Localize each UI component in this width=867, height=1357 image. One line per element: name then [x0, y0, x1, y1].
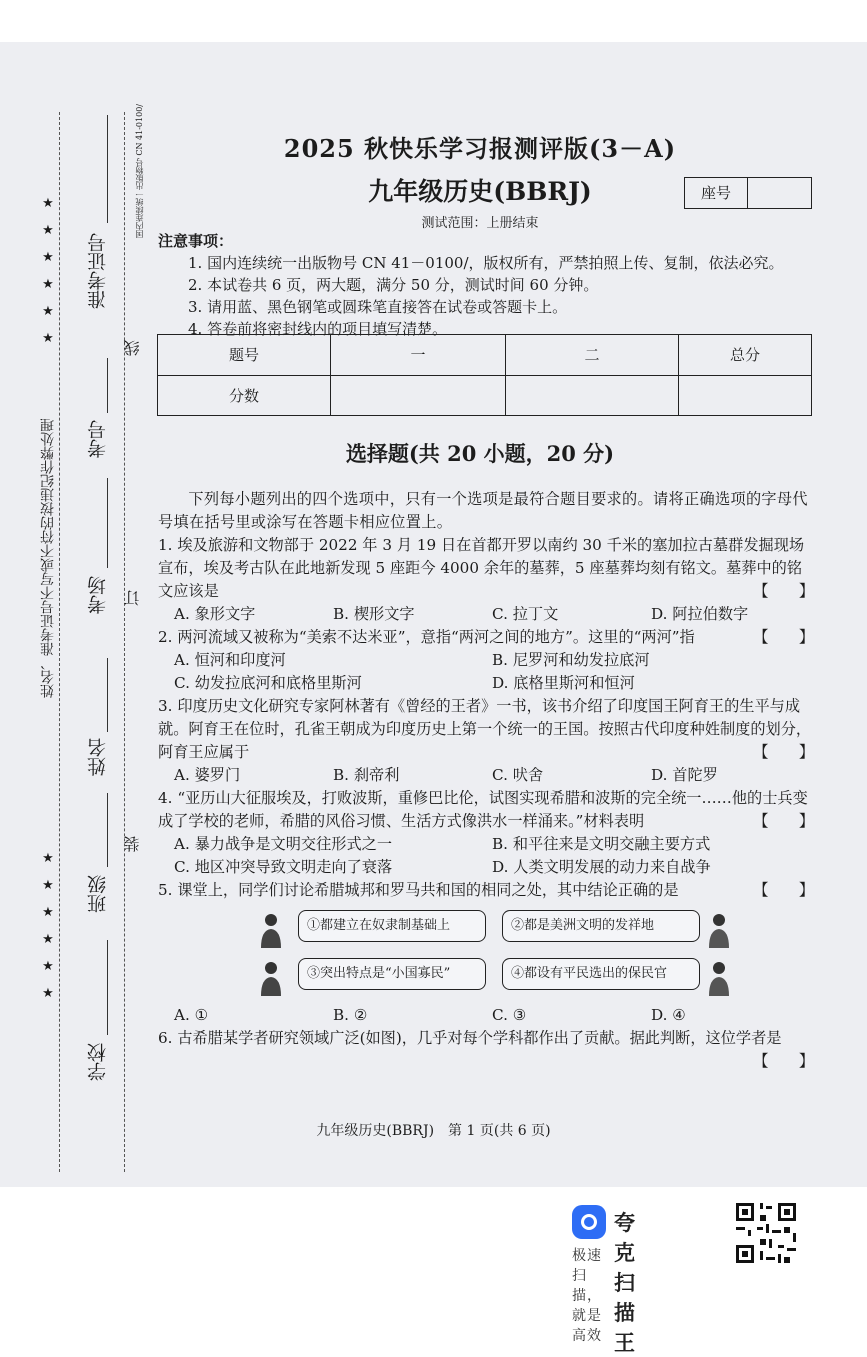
question-4: [158, 787, 816, 833]
scanner-name: 夸克扫描王: [614, 1211, 635, 1355]
score-header-cell: 二: [506, 335, 679, 376]
paper-title: 2025 秋快乐学习报测评版(3－A): [283, 134, 677, 163]
note-item: 4. 答卷前将密封线内的项目填写清楚。: [188, 320, 448, 338]
field-school: 学校: [87, 1043, 109, 1081]
option[interactable]: B. 刹帝利: [333, 766, 400, 784]
stars-top: ★ ★ ★ ★ ★ ★: [42, 196, 54, 346]
question-stem: 5. 课堂上，同学们讨论希腊城邦和罗马共和国的相同之处，其中结论正确的是: [158, 881, 679, 899]
score-table-row: [158, 375, 812, 416]
score-table: [157, 334, 812, 416]
question-stem: 4. “亚历山大征服埃及，打败波斯，重修巴比伦，试图实现希腊和波斯的完全统一……他的士兵变成了学校的老师，希腊的风俗习惯、生活方式像洪水一样涌来。”材料表明: [158, 789, 808, 830]
exam-room-line[interactable]: [107, 478, 108, 568]
exam-no-line[interactable]: [107, 358, 108, 413]
option[interactable]: B. 楔形文字: [333, 605, 415, 623]
note-item: 1. 国内连续统一出版物号 CN 41－0100/，版权所有，严禁拍照上传、复制，依法必究。: [188, 254, 784, 272]
field-exam-room: 考场: [87, 576, 109, 614]
score-cell[interactable]: [331, 375, 506, 416]
option[interactable]: B. 和平往来是文明交融主要方式: [492, 835, 711, 853]
question-stem: 6. 古希腊某学者研究领域广泛(如图)，几乎对每个学科都作出了贡献。据此判断，这位学者是: [158, 1029, 782, 1047]
options-q1: [158, 603, 816, 626]
option[interactable]: C. 拉丁文: [492, 605, 559, 623]
option[interactable]: C. ③: [492, 1006, 527, 1024]
seal-word-line: 线: [123, 340, 142, 356]
publication-number-vertical: 国内连续统一出版物号 CN 41-0100/: [135, 104, 144, 239]
option[interactable]: A. 暴力战争是文明交往形式之一: [174, 835, 393, 853]
seat-label: 座号: [685, 178, 748, 208]
notes-heading: 注意事项：: [158, 232, 234, 250]
answer-bracket[interactable]: 【 】: [753, 1052, 814, 1070]
class-line[interactable]: [107, 793, 108, 867]
options-q5: [158, 1004, 816, 1027]
field-name: 姓名: [87, 738, 109, 776]
answer-bracket[interactable]: 【 】: [753, 628, 814, 646]
quark-logo-icon: [572, 1205, 606, 1239]
test-scope: 测试范围：上册结束: [421, 216, 539, 231]
option[interactable]: D. ④: [651, 1006, 686, 1024]
option[interactable]: D. 阿拉伯数字: [651, 605, 749, 623]
student-figure-icon: [706, 960, 732, 996]
option[interactable]: D. 首陀罗: [651, 766, 718, 784]
discussion-row: [258, 956, 816, 1000]
question-3: [158, 695, 816, 764]
option[interactable]: A. 婆罗门: [174, 766, 241, 784]
score-cell[interactable]: [679, 375, 812, 416]
option[interactable]: B. 尼罗河和幼发拉底河: [492, 651, 650, 669]
scanner-slogan: 极速扫描，就是高效: [572, 1248, 602, 1344]
question-6: [158, 1027, 816, 1070]
field-class: 班级: [87, 875, 109, 913]
discussion-bubble: ③突出特点是“小国寡民”: [298, 958, 486, 990]
notes: [158, 230, 784, 340]
seal-word-bind: 装: [123, 836, 142, 852]
question-list: [158, 488, 816, 1073]
name-line[interactable]: [107, 658, 108, 732]
options-q3: [158, 764, 816, 787]
discussion-bubble: ①都建立在奴隶制基础上: [298, 910, 486, 942]
answer-bracket[interactable]: 【 】: [753, 582, 814, 600]
question-stem: 3. 印度历史文化研究专家阿林著有《曾经的王者》一书，该书介绍了印度国王阿育王的生平与成就。阿育王在位时，孔雀王朝成为印度历史上第一个统一的王国。按照古代印度种姓制度的划分，阿育王应属于: [158, 697, 812, 761]
score-header-cell: 题号: [158, 335, 331, 376]
student-figure-icon: [258, 912, 284, 948]
question-stem: 1. 埃及旅游和文物部于 2022 年 3 月 19 日在首都开罗以南约 30 千米的塞加拉古墓群发掘现场宣布，埃及考古队在此地新发现 5 座距今 4000 余年的墓葬，5 座墓葬均刻有铭文。墓葬中的铭文应该是: [158, 536, 805, 600]
option[interactable]: D. 底格里斯河和恒河: [492, 674, 635, 692]
options-q2: [158, 672, 816, 695]
seal-word-staple: 订: [123, 590, 142, 606]
option[interactable]: D. 人类文明发展的动力来自战争: [492, 858, 711, 876]
options-q4: [158, 856, 816, 879]
student-figure-icon: [258, 960, 284, 996]
field-exam-no: 考号: [87, 420, 109, 458]
option[interactable]: C. 地区冲突导致文明走向了衰落: [174, 858, 393, 876]
question-1: [158, 534, 816, 603]
score-table-header-row: [158, 335, 812, 376]
option[interactable]: A. 象形文字: [174, 605, 256, 623]
discussion-bubble: ④都设有平民选出的保民官: [502, 958, 700, 990]
section-intro: 下列每小题列出的四个选项中，只有一个选项是最符合题目要求的。请将正确选项的字母代号填在括号里或涂写在答题卡相应位置上。: [158, 490, 808, 531]
options-q4: [158, 833, 816, 856]
note-item: 3. 请用蓝、黑色钢笔或圆珠笔直接答在试卷或答题卡上。: [188, 298, 568, 316]
student-figure-icon: [706, 912, 732, 948]
stars-bottom: ★ ★ ★ ★ ★ ★: [42, 851, 54, 1001]
school-line[interactable]: [107, 940, 108, 1035]
qr-code-icon[interactable]: [733, 1200, 799, 1266]
subject-title: 九年级历史(BBRJ): [368, 177, 592, 206]
question-2: [158, 626, 816, 649]
question-5: [158, 879, 816, 902]
option[interactable]: A. 恒河和印度河: [174, 651, 286, 669]
answer-bracket[interactable]: 【 】: [753, 881, 814, 899]
note-item: 2. 本试卷共 6 页，两大题，满分 50 分，测试时间 60 分钟。: [188, 276, 599, 294]
field-exam-id: 准考证号: [87, 233, 109, 309]
option[interactable]: C. 吠舍: [492, 766, 544, 784]
page-footer: 九年级历史(BBRJ) 第 1 页(共 6 页): [316, 1123, 551, 1139]
answer-bracket[interactable]: 【 】: [753, 812, 814, 830]
option[interactable]: A. ①: [174, 1006, 209, 1024]
seal-dashed-line-outer: [59, 112, 60, 1172]
seat-number-box[interactable]: [684, 177, 812, 209]
score-header-cell: 总分: [679, 335, 812, 376]
section-title: 选择题(共 20 小题，20 分): [345, 441, 615, 466]
score-header-cell: 一: [331, 335, 506, 376]
binding-notice: 姓名、准考证号不写或不符的按违纪作弊处理: [40, 418, 56, 698]
option[interactable]: B. ②: [333, 1006, 368, 1024]
score-cell[interactable]: [506, 375, 679, 416]
discussion-bubble: ②都是美洲文明的发祥地: [502, 910, 700, 942]
options-q2: [158, 649, 816, 672]
discussion-row: [258, 908, 816, 952]
score-row-label: 分数: [158, 375, 331, 416]
question-stem: 2. 两河流域又被称为“美索不达米亚”，意指“两河之间的地方”。这里的“两河”指: [158, 628, 695, 646]
seal-dashed-line-inner: [124, 112, 125, 1172]
answer-bracket[interactable]: 【 】: [753, 743, 814, 761]
option[interactable]: C. 幼发拉底河和底格里斯河: [174, 674, 362, 692]
